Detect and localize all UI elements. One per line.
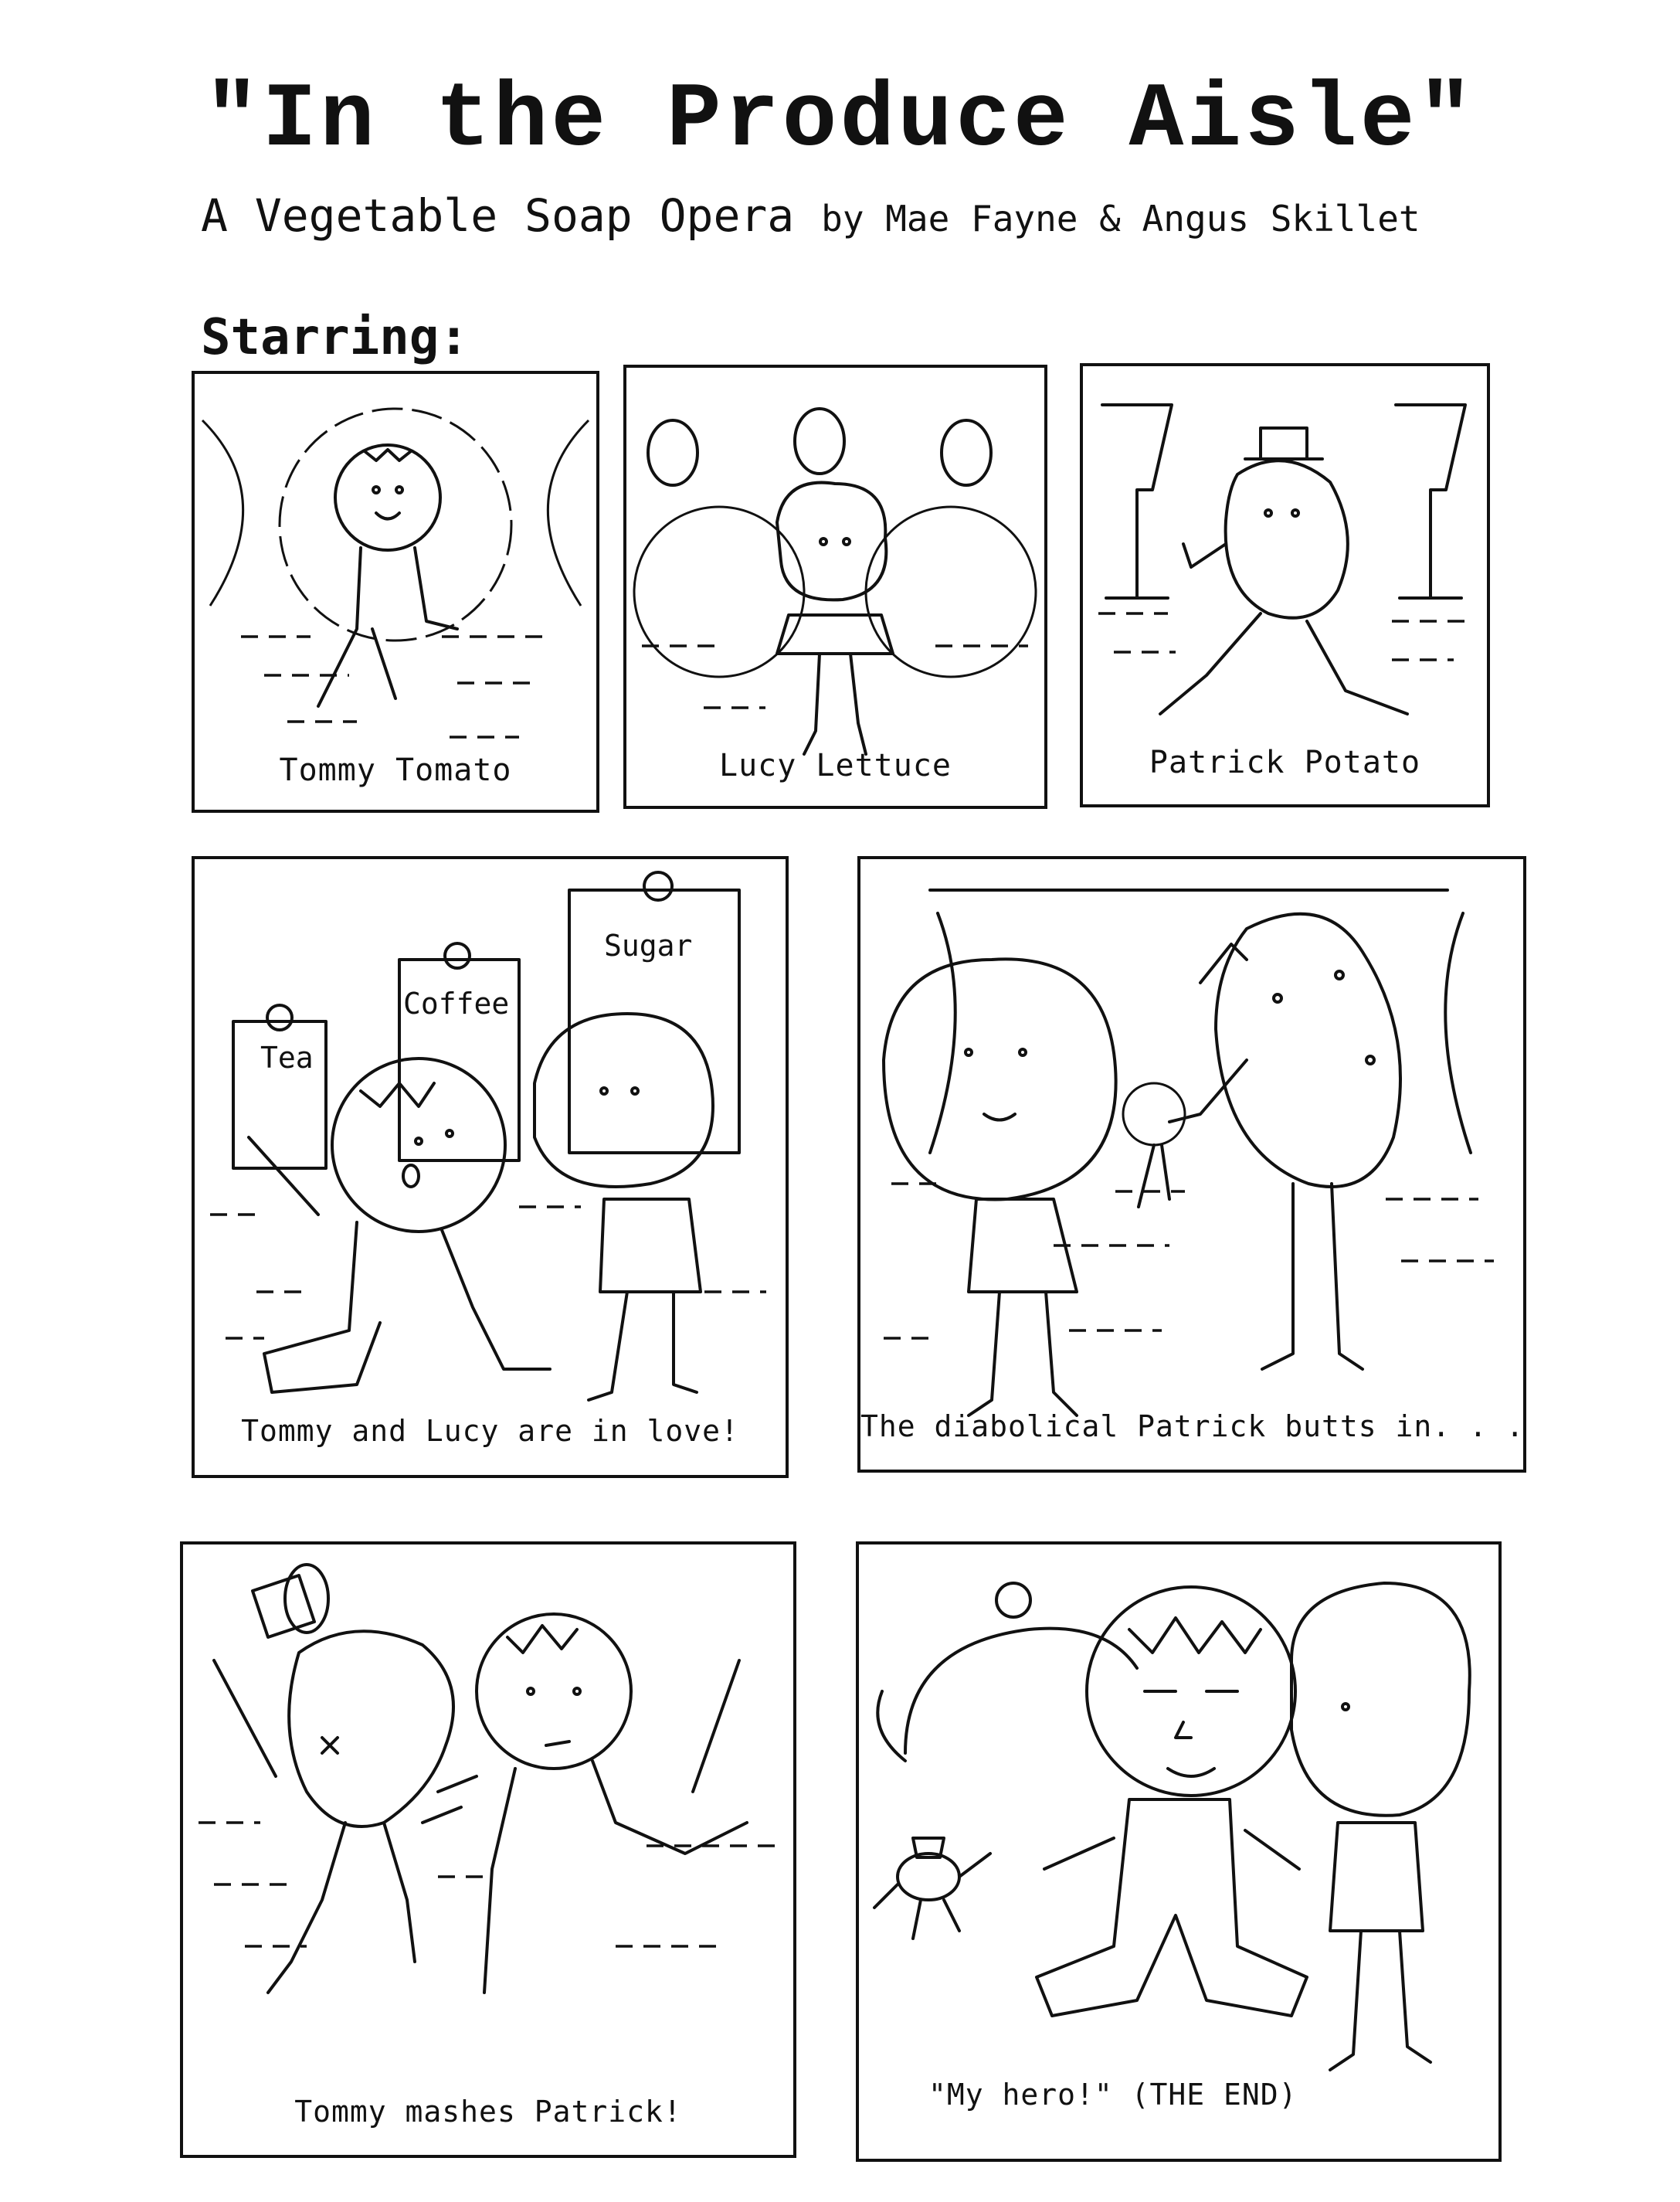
cast-caption-tommy: Tommy Tomato xyxy=(279,753,512,788)
mashes-illustration xyxy=(183,1544,793,2155)
patrick-illustration xyxy=(1083,366,1487,804)
butts-in-illustration xyxy=(860,859,1523,1470)
love-illustration xyxy=(195,859,786,1475)
page-title: "In the Produce Aisle" xyxy=(204,70,1476,172)
story-caption-2: The diabolical Patrick butts in. . . xyxy=(860,1409,1525,1443)
canister-coffee-label: Coffee xyxy=(403,987,510,1021)
lucy-illustration xyxy=(626,368,1044,806)
cast-panel-tommy xyxy=(192,371,599,813)
starring-heading: Starring: xyxy=(201,309,469,366)
subtitle-text: A Vegetable Soap Opera xyxy=(201,189,795,242)
the-end-illustration xyxy=(859,1544,1498,2159)
byline-text: by Mae Fayne & Angus Skillet xyxy=(821,198,1420,240)
story-caption-1: Tommy and Lucy are in love! xyxy=(241,1414,739,1448)
story-panel-love xyxy=(192,856,789,1478)
canister-sugar-label: Sugar xyxy=(604,929,693,963)
story-panel-the-end xyxy=(856,1541,1502,2162)
story-caption-4: "My hero!" (THE END) xyxy=(928,2078,1298,2112)
cast-caption-patrick: Patrick Potato xyxy=(1149,745,1421,780)
story-caption-3: Tommy mashes Patrick! xyxy=(294,2095,682,2129)
canister-tea-label: Tea xyxy=(260,1041,314,1075)
page-subtitle xyxy=(201,189,1514,242)
tommy-illustration xyxy=(195,374,596,810)
cast-caption-lucy: Lucy Lettuce xyxy=(719,748,952,783)
story-panel-mashes xyxy=(180,1541,796,2158)
cast-panel-lucy xyxy=(623,365,1047,809)
story-panel-butts-in xyxy=(857,856,1526,1473)
cast-panel-patrick xyxy=(1080,363,1490,807)
